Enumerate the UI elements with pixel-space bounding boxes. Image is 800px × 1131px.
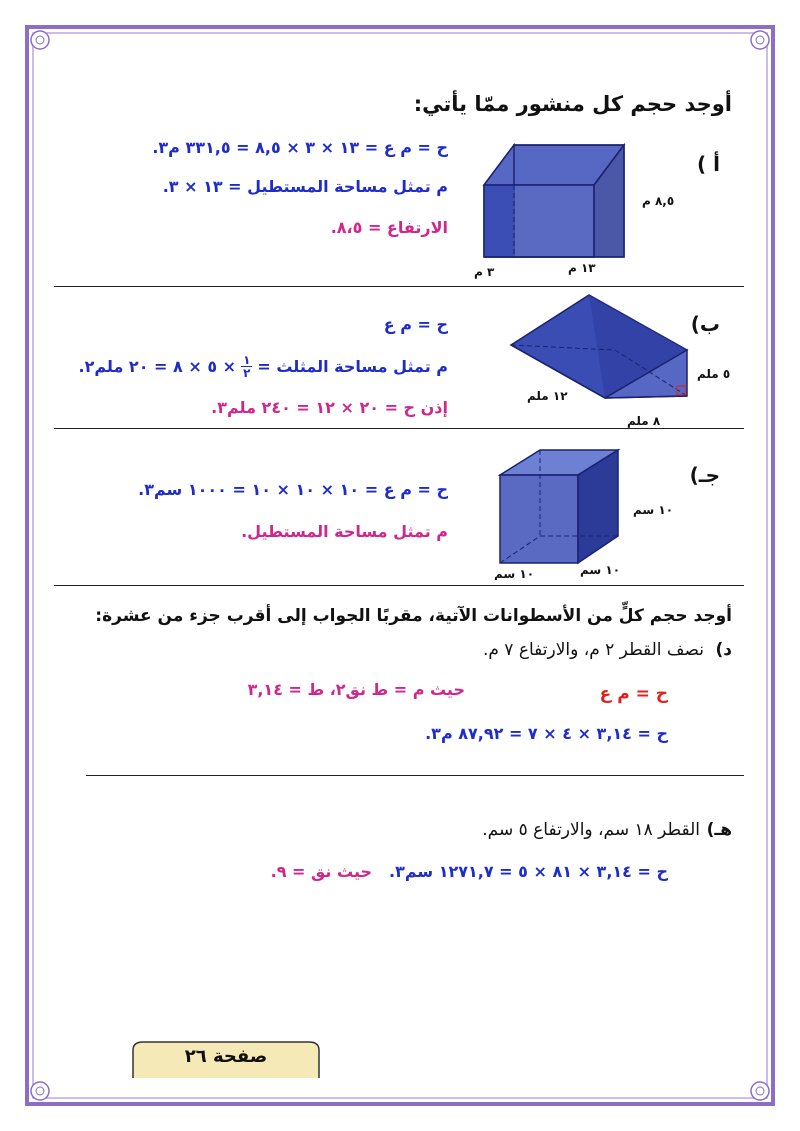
page-number: صفحة ٢٦: [184, 1046, 268, 1067]
part-c-volume-line: ح = م ع = ١٠ × ١٠ × ١٠ = ١٠٠٠ سم٣.: [138, 480, 448, 499]
cube-width-label: ١٠ سم: [494, 567, 535, 580]
part-c-label: جـ): [689, 463, 720, 487]
part-b-area-prefix: م تمثل مساحة المثلث =: [257, 357, 448, 376]
cube-figure: [488, 440, 688, 580]
part-c-area-line: م تمثل مساحة المستطيل.: [241, 522, 448, 541]
divider: [54, 428, 744, 429]
cube-length-label: ١٠ سم: [580, 563, 621, 577]
part-b-label: ب): [690, 312, 720, 336]
page-title: أوجد حجم كل منشور ممّا يأتي:: [413, 92, 732, 116]
fraction-numerator: ١: [243, 353, 251, 367]
divider: [86, 775, 744, 776]
fraction-denominator: ٢: [243, 366, 251, 380]
part-d-where: حيث م = ط نق٢، ط = ٣,١٤: [247, 680, 465, 699]
part-d-formula: ح = م ع: [599, 684, 668, 704]
triangular-prism-figure: [495, 290, 740, 430]
part-e-where: حيث نق = ٩.: [270, 862, 372, 881]
fraction-one-half: [241, 354, 252, 379]
prism-a-width-label: ٣ م: [474, 265, 495, 279]
cube-height-label: ١٠ سم: [633, 503, 674, 517]
cylinders-heading: أوجد حجم كلٍّ من الأسطوانات الآتية، مقربًا الجواب إلى أقرب جزء من عشرة:: [95, 606, 732, 626]
part-a-volume-line: ح = م ع = ١٣ × ٣ × ٨,٥ = ٣٣١,٥ م٣.: [152, 138, 448, 157]
part-b-volume-line: إذن ح = ٢٠ × ١٢ = ٢٤٠ ملم٣.: [211, 398, 448, 417]
rectangular-prism-figure: [470, 140, 690, 280]
part-d-text: نصف القطر ٢ م، والارتفاع ٧ م.: [482, 640, 704, 660]
prism-b-length-label: ١٢ ملم: [527, 389, 568, 403]
part-d-result: ح = ٣,١٤ × ٤ × ٧ = ٨٧,٩٢ م٣.: [425, 724, 668, 743]
part-a-label: أ ): [697, 152, 720, 176]
part-a-height-line: الارتفاع = ٨،٥.: [330, 218, 448, 237]
prism-b-height-label: ٥ ملم: [697, 367, 731, 381]
prism-b-base-label: ٨ ملم: [627, 414, 661, 428]
divider: [54, 286, 744, 287]
prism-a-height-label: ٨,٥ م: [642, 194, 675, 208]
part-b-formula-line: ح = م ع: [383, 315, 448, 334]
part-e-text: القطر ١٨ سم، والارتفاع ٥ سم.: [482, 820, 700, 840]
part-a-area-line: م تمثل مساحة المستطيل = ١٣ × ٣.: [162, 177, 448, 196]
part-b-area-suffix: × ٥ × ٨ = ٢٠ ملم٢.: [78, 357, 237, 376]
part-e-result: ح = ٣,١٤ × ٨١ × ٥ = ١٢٧١,٧ سم٣.: [389, 862, 668, 881]
divider: [54, 585, 744, 586]
part-d-label: د): [715, 640, 732, 660]
part-b-area-line: [79, 354, 448, 379]
part-e-label: هـ): [706, 820, 732, 840]
prism-a-length-label: ١٣ م: [568, 261, 596, 275]
